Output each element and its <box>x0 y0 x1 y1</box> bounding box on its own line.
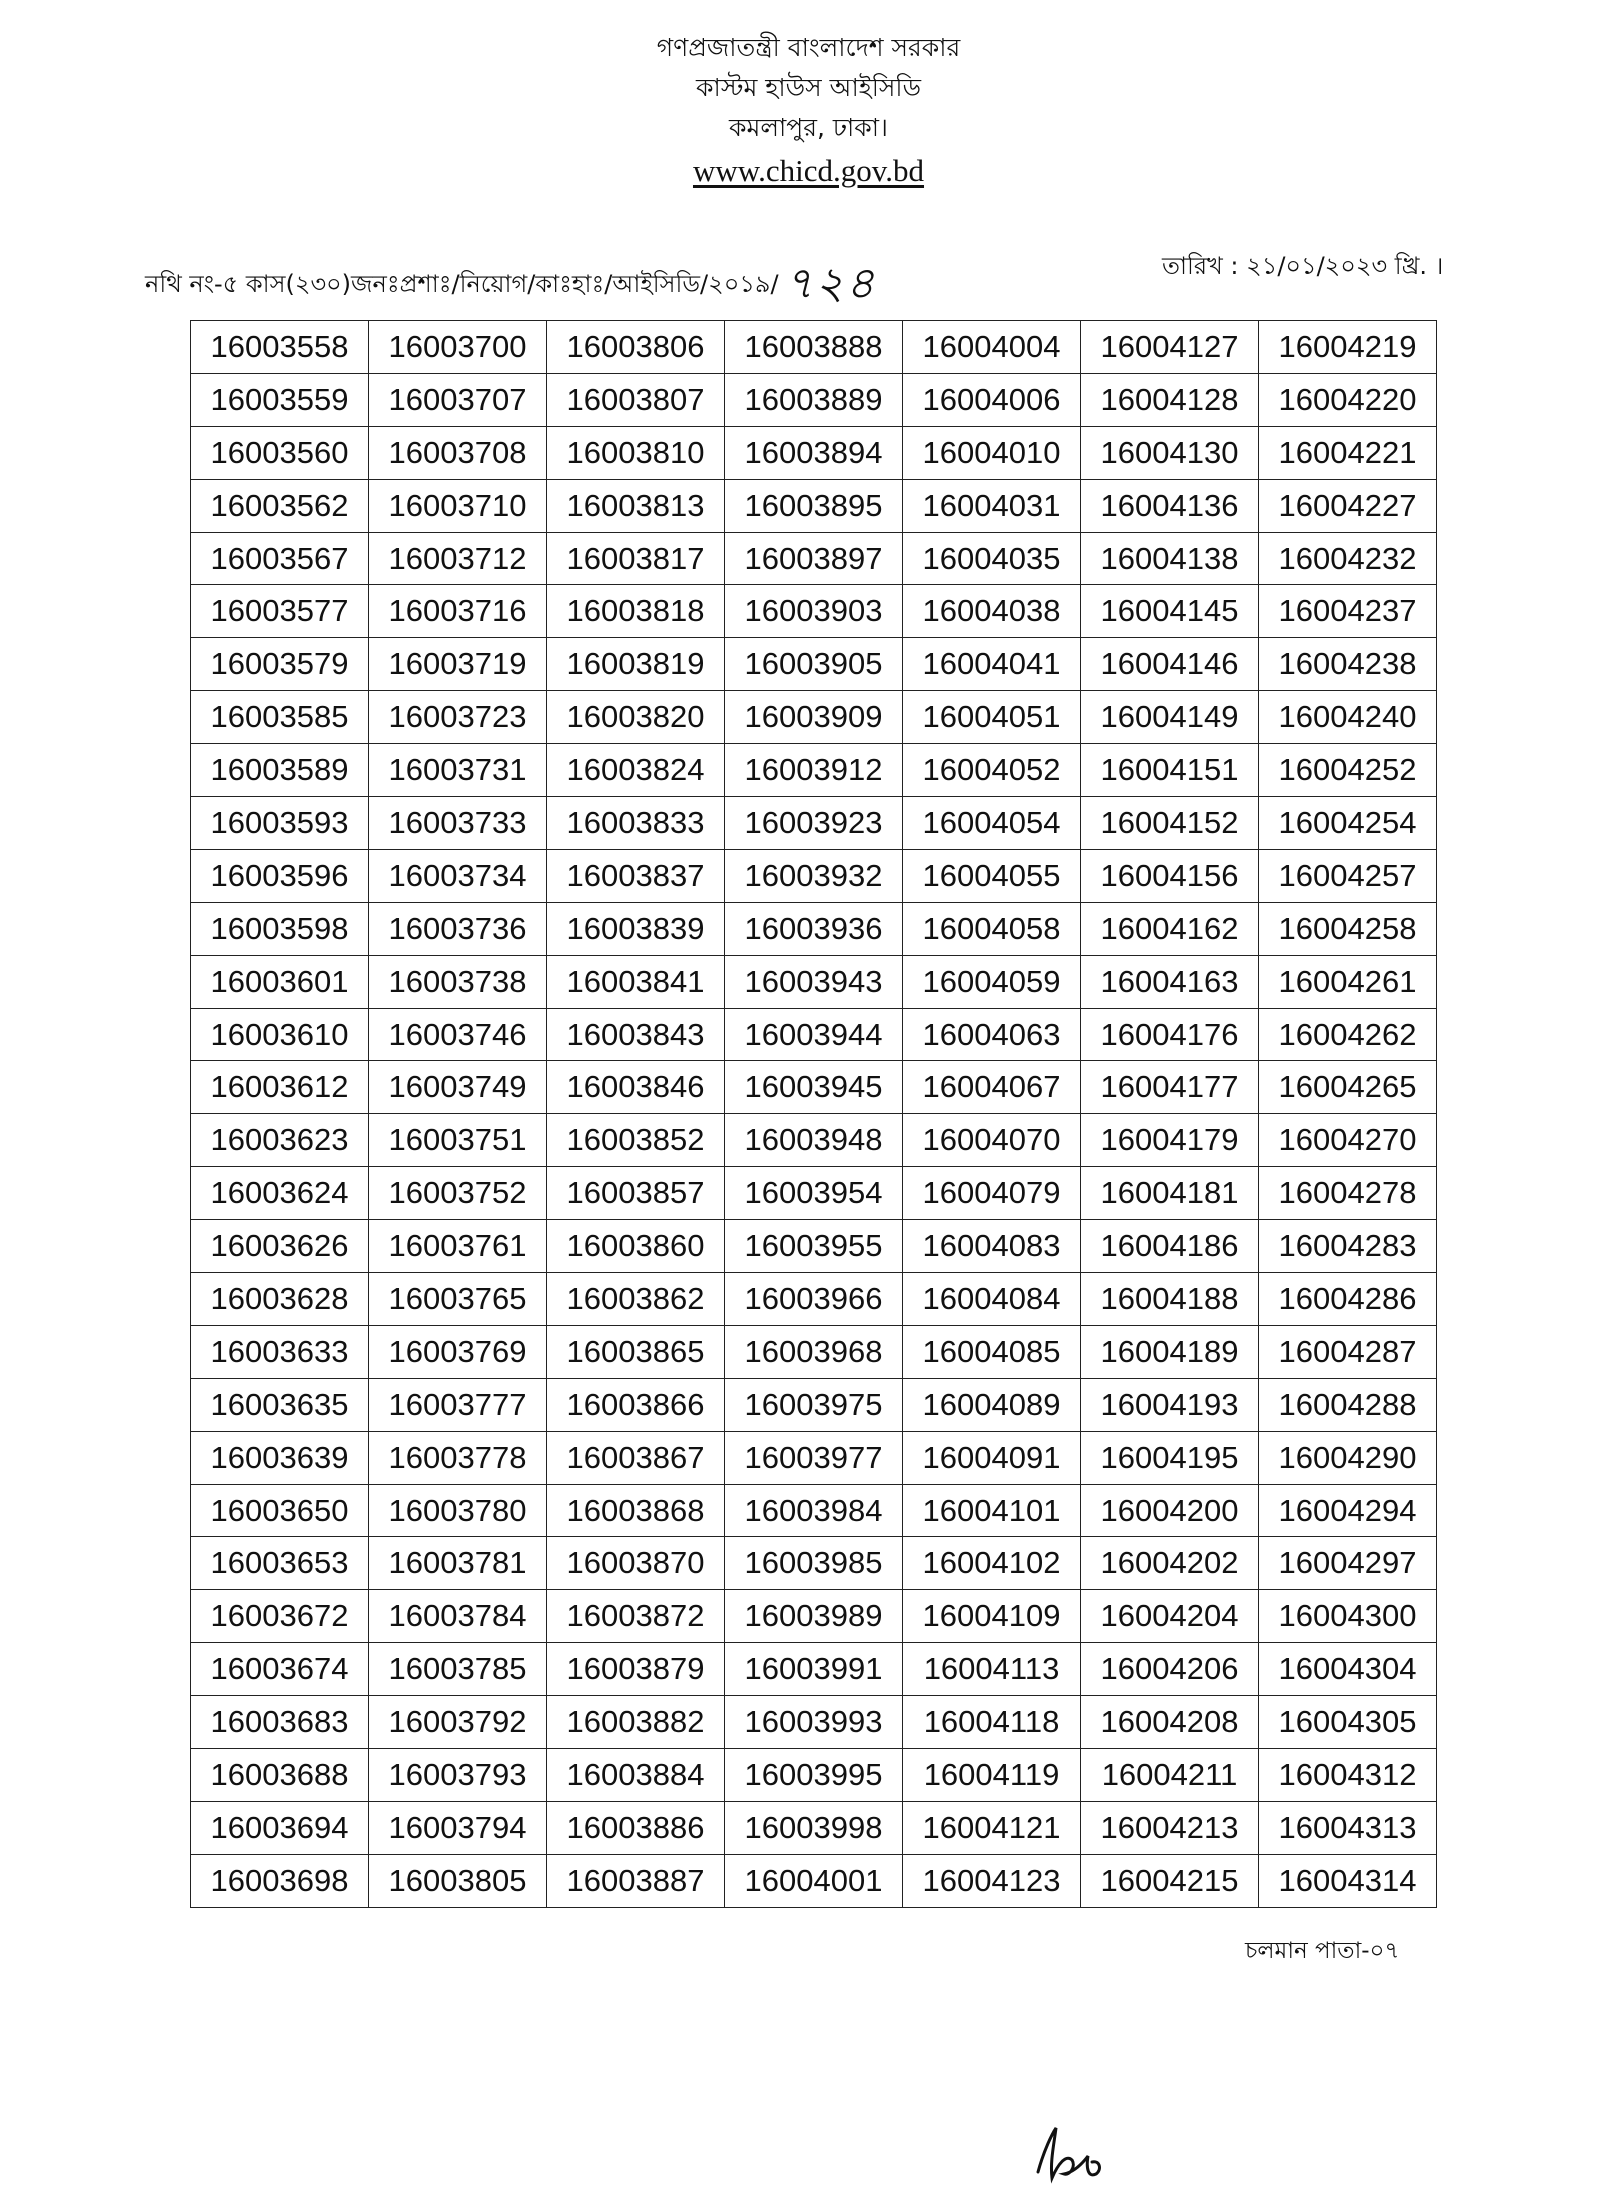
table-row <box>191 426 1437 479</box>
roll-number-cell: 16003733 <box>369 797 547 850</box>
table-row <box>191 1643 1437 1696</box>
roll-number-cell: 16004213 <box>1081 1801 1259 1854</box>
roll-number-cell: 16004101 <box>903 1484 1081 1537</box>
roll-number-cell: 16004312 <box>1259 1749 1437 1802</box>
roll-number-cell: 16004052 <box>903 744 1081 797</box>
roll-number-cell: 16003567 <box>191 532 369 585</box>
roll-number-cell: 16004121 <box>903 1801 1081 1854</box>
roll-number-cell: 16004163 <box>1081 955 1259 1008</box>
roll-number-cell: 16003712 <box>369 532 547 585</box>
memo-handwritten-number: ৭২৪ <box>784 258 877 309</box>
roll-number-cell: 16004254 <box>1259 797 1437 850</box>
roll-number-cell: 16004265 <box>1259 1061 1437 1114</box>
roll-number-cell: 16003820 <box>547 691 725 744</box>
roll-number-cell: 16004145 <box>1081 585 1259 638</box>
roll-number-cell: 16003784 <box>369 1590 547 1643</box>
roll-number-cell: 16004084 <box>903 1273 1081 1326</box>
roll-number-cell: 16003598 <box>191 902 369 955</box>
roll-number-cell: 16003872 <box>547 1590 725 1643</box>
roll-number-cell: 16004258 <box>1259 902 1437 955</box>
roll-number-cell: 16003889 <box>725 373 903 426</box>
roll-number-cell: 16003585 <box>191 691 369 744</box>
table-row <box>191 638 1437 691</box>
roll-number-cell: 16003936 <box>725 902 903 955</box>
roll-number-cell: 16003897 <box>725 532 903 585</box>
roll-number-cell: 16004181 <box>1081 1167 1259 1220</box>
roll-number-cell: 16004156 <box>1081 849 1259 902</box>
table-row <box>191 479 1437 532</box>
roll-number-cell: 16003694 <box>191 1801 369 1854</box>
roll-number-cell: 16003944 <box>725 1008 903 1061</box>
roll-number-cell: 16003761 <box>369 1220 547 1273</box>
roll-number-cell: 16004278 <box>1259 1167 1437 1220</box>
roll-number-cell: 16004128 <box>1081 373 1259 426</box>
roll-number-cell: 16003975 <box>725 1378 903 1431</box>
roll-number-cell: 16003991 <box>725 1643 903 1696</box>
table-row <box>191 1696 1437 1749</box>
roll-number-cell: 16003909 <box>725 691 903 744</box>
roll-number-cell: 16003719 <box>369 638 547 691</box>
roll-number-cell: 16004261 <box>1259 955 1437 1008</box>
roll-number-cell: 16003623 <box>191 1114 369 1167</box>
roll-number-cell: 16003819 <box>547 638 725 691</box>
roll-number-cell: 16003751 <box>369 1114 547 1167</box>
roll-number-cell: 16003777 <box>369 1378 547 1431</box>
roll-number-cell: 16003734 <box>369 849 547 902</box>
roll-number-cell: 16003866 <box>547 1378 725 1431</box>
roll-number-cell: 16004314 <box>1259 1854 1437 1907</box>
roll-number-cell: 16003707 <box>369 373 547 426</box>
roll-number-table-body <box>191 321 1437 1908</box>
roll-number-cell: 16004109 <box>903 1590 1081 1643</box>
roll-number-cell: 16003887 <box>547 1854 725 1907</box>
table-row <box>191 585 1437 638</box>
roll-number-cell: 16003888 <box>725 321 903 374</box>
roll-number-cell: 16003650 <box>191 1484 369 1537</box>
table-row <box>191 321 1437 374</box>
roll-number-cell: 16004089 <box>903 1378 1081 1431</box>
roll-number-cell: 16004177 <box>1081 1061 1259 1114</box>
roll-number-cell: 16003865 <box>547 1325 725 1378</box>
roll-number-cell: 16003810 <box>547 426 725 479</box>
roll-number-cell: 16004305 <box>1259 1696 1437 1749</box>
roll-number-cell: 16003559 <box>191 373 369 426</box>
roll-number-cell: 16003723 <box>369 691 547 744</box>
memo-date: তারিখ : ২১/০১/২০২৩ খ্রি. । <box>1162 252 1444 280</box>
table-row <box>191 1167 1437 1220</box>
roll-number-cell: 16004189 <box>1081 1325 1259 1378</box>
table-row <box>191 1590 1437 1643</box>
roll-number-cell: 16003857 <box>547 1167 725 1220</box>
roll-number-table <box>190 320 1437 1908</box>
roll-number-cell: 16004054 <box>903 797 1081 850</box>
government-name: গণপ্রজাতন্ত্রী বাংলাদেশ সরকার <box>656 33 961 62</box>
continuation-note: চলমান পাতা-০৭ <box>1245 1938 1400 1964</box>
roll-number-cell: 16003626 <box>191 1220 369 1273</box>
roll-number-cell: 16003633 <box>191 1325 369 1378</box>
roll-number-cell: 16004001 <box>725 1854 903 1907</box>
roll-number-cell: 16003672 <box>191 1590 369 1643</box>
roll-number-cell: 16003736 <box>369 902 547 955</box>
roll-number-cell: 16003998 <box>725 1801 903 1854</box>
roll-number-cell: 16004067 <box>903 1061 1081 1114</box>
memo-reference-text: নথি নং-৫ কাস(২৩০)জনঃপ্রশাঃ/নিয়োগ/কাঃহাঃ/আইসিডি/২০১৯/ <box>145 270 779 298</box>
roll-number-cell: 16003710 <box>369 479 547 532</box>
roll-number-cell: 16003674 <box>191 1643 369 1696</box>
roll-number-cell: 16004083 <box>903 1220 1081 1273</box>
roll-number-cell: 16003862 <box>547 1273 725 1326</box>
roll-number-cell: 16003954 <box>725 1167 903 1220</box>
roll-number-cell: 16003905 <box>725 638 903 691</box>
roll-number-cell: 16004221 <box>1259 426 1437 479</box>
roll-number-cell: 16003806 <box>547 321 725 374</box>
roll-number-cell: 16003560 <box>191 426 369 479</box>
roll-number-cell: 16003894 <box>725 426 903 479</box>
table-row <box>191 1749 1437 1802</box>
table-row <box>191 1431 1437 1484</box>
roll-number-cell: 16003879 <box>547 1643 725 1696</box>
letterhead <box>0 28 1617 194</box>
roll-number-cell: 16003818 <box>547 585 725 638</box>
roll-number-cell: 16004215 <box>1081 1854 1259 1907</box>
table-row <box>191 373 1437 426</box>
table-row <box>191 1273 1437 1326</box>
roll-number-cell: 16003895 <box>725 479 903 532</box>
table-row <box>191 955 1437 1008</box>
roll-number-cell: 16004200 <box>1081 1484 1259 1537</box>
roll-number-cell: 16003813 <box>547 479 725 532</box>
roll-number-cell: 16003610 <box>191 1008 369 1061</box>
memo-reference <box>145 244 876 317</box>
roll-number-cell: 16003923 <box>725 797 903 850</box>
roll-number-cell: 16004058 <box>903 902 1081 955</box>
roll-number-cell: 16003601 <box>191 955 369 1008</box>
roll-number-cell: 16003700 <box>369 321 547 374</box>
roll-number-cell: 16003624 <box>191 1167 369 1220</box>
roll-number-cell: 16003977 <box>725 1431 903 1484</box>
table-row <box>191 902 1437 955</box>
roll-number-cell: 16003932 <box>725 849 903 902</box>
roll-number-cell: 16003749 <box>369 1061 547 1114</box>
roll-number-cell: 16004176 <box>1081 1008 1259 1061</box>
table-row <box>191 532 1437 585</box>
roll-number-cell: 16004286 <box>1259 1273 1437 1326</box>
roll-number-cell: 16003752 <box>369 1167 547 1220</box>
roll-number-cell: 16003708 <box>369 426 547 479</box>
roll-number-cell: 16003995 <box>725 1749 903 1802</box>
roll-number-cell: 16004031 <box>903 479 1081 532</box>
table-row <box>191 1220 1437 1273</box>
roll-number-cell: 16004270 <box>1259 1114 1437 1167</box>
roll-number-cell: 16004227 <box>1259 479 1437 532</box>
roll-number-cell: 16003945 <box>725 1061 903 1114</box>
roll-number-cell: 16003805 <box>369 1854 547 1907</box>
roll-number-cell: 16004290 <box>1259 1431 1437 1484</box>
table-row <box>191 1008 1437 1061</box>
table-row <box>191 849 1437 902</box>
table-row <box>191 1484 1437 1537</box>
roll-number-cell: 16003765 <box>369 1273 547 1326</box>
roll-number-cell: 16003778 <box>369 1431 547 1484</box>
roll-number-cell: 16004059 <box>903 955 1081 1008</box>
website-link[interactable]: www.chicd.gov.bd <box>692 153 925 188</box>
roll-number-cell: 16003785 <box>369 1643 547 1696</box>
table-row <box>191 1854 1437 1907</box>
table-row <box>191 1325 1437 1378</box>
roll-number-cell: 16003882 <box>547 1696 725 1749</box>
roll-number-cell: 16004294 <box>1259 1484 1437 1537</box>
roll-number-cell: 16004119 <box>903 1749 1081 1802</box>
roll-number-cell: 16003780 <box>369 1484 547 1537</box>
roll-number-cell: 16004004 <box>903 321 1081 374</box>
roll-number-cell: 16004070 <box>903 1114 1081 1167</box>
table-row <box>191 1537 1437 1590</box>
roll-number-cell: 16004304 <box>1259 1643 1437 1696</box>
roll-number-cell: 16003867 <box>547 1431 725 1484</box>
office-location: কমলাপুর, ঢাকা। <box>729 113 888 142</box>
roll-number-cell: 16004102 <box>903 1537 1081 1590</box>
signature-mark <box>1030 2120 1120 2190</box>
roll-number-cell: 16004232 <box>1259 532 1437 585</box>
roll-number-cell: 16004287 <box>1259 1325 1437 1378</box>
roll-number-cell: 16004257 <box>1259 849 1437 902</box>
roll-number-cell: 16004079 <box>903 1167 1081 1220</box>
roll-number-cell: 16003860 <box>547 1220 725 1273</box>
roll-number-cell: 16003589 <box>191 744 369 797</box>
roll-number-cell: 16003886 <box>547 1801 725 1854</box>
roll-number-cell: 16004151 <box>1081 744 1259 797</box>
roll-number-cell: 16004162 <box>1081 902 1259 955</box>
roll-number-cell: 16004186 <box>1081 1220 1259 1273</box>
table-row <box>191 744 1437 797</box>
roll-number-cell: 16004313 <box>1259 1801 1437 1854</box>
roll-number-cell: 16003985 <box>725 1537 903 1590</box>
roll-number-cell: 16004238 <box>1259 638 1437 691</box>
roll-number-cell: 16004146 <box>1081 638 1259 691</box>
roll-number-cell: 16003852 <box>547 1114 725 1167</box>
roll-number-cell: 16004152 <box>1081 797 1259 850</box>
roll-number-cell: 16003793 <box>369 1749 547 1802</box>
roll-number-cell: 16003577 <box>191 585 369 638</box>
roll-number-cell: 16004055 <box>903 849 1081 902</box>
roll-number-cell: 16004118 <box>903 1696 1081 1749</box>
roll-number-cell: 16003807 <box>547 373 725 426</box>
roll-number-cell: 16004127 <box>1081 321 1259 374</box>
roll-number-cell: 16004188 <box>1081 1273 1259 1326</box>
roll-number-cell: 16003635 <box>191 1378 369 1431</box>
roll-number-cell: 16003968 <box>725 1325 903 1378</box>
roll-number-cell: 16003688 <box>191 1749 369 1802</box>
roll-number-cell: 16003628 <box>191 1273 369 1326</box>
roll-number-cell: 16003912 <box>725 744 903 797</box>
roll-number-cell: 16003843 <box>547 1008 725 1061</box>
roll-number-cell: 16003698 <box>191 1854 369 1907</box>
table-row <box>191 1061 1437 1114</box>
roll-number-cell: 16003824 <box>547 744 725 797</box>
table-row <box>191 797 1437 850</box>
roll-number-cell: 16003884 <box>547 1749 725 1802</box>
roll-number-cell: 16003579 <box>191 638 369 691</box>
roll-number-cell: 16003596 <box>191 849 369 902</box>
roll-number-cell: 16004091 <box>903 1431 1081 1484</box>
roll-number-cell: 16004252 <box>1259 744 1437 797</box>
roll-number-cell: 16004237 <box>1259 585 1437 638</box>
roll-number-cell: 16003903 <box>725 585 903 638</box>
roll-number-cell: 16003833 <box>547 797 725 850</box>
roll-number-cell: 16004085 <box>903 1325 1081 1378</box>
office-name: কাস্টম হাউস আইসিডি <box>696 73 921 102</box>
roll-number-cell: 16003716 <box>369 585 547 638</box>
roll-number-cell: 16003792 <box>369 1696 547 1749</box>
roll-number-cell: 16004063 <box>903 1008 1081 1061</box>
roll-number-cell: 16003837 <box>547 849 725 902</box>
roll-number-cell: 16004283 <box>1259 1220 1437 1273</box>
table-row <box>191 1801 1437 1854</box>
roll-number-cell: 16003593 <box>191 797 369 850</box>
roll-number-cell: 16004038 <box>903 585 1081 638</box>
roll-number-cell: 16003846 <box>547 1061 725 1114</box>
roll-number-cell: 16004206 <box>1081 1643 1259 1696</box>
roll-number-cell: 16004219 <box>1259 321 1437 374</box>
roll-number-cell: 16004136 <box>1081 479 1259 532</box>
roll-number-cell: 16004123 <box>903 1854 1081 1907</box>
roll-number-cell: 16004041 <box>903 638 1081 691</box>
roll-number-cell: 16003955 <box>725 1220 903 1273</box>
roll-number-cell: 16004179 <box>1081 1114 1259 1167</box>
roll-number-cell: 16004300 <box>1259 1590 1437 1643</box>
roll-number-cell: 16004204 <box>1081 1590 1259 1643</box>
roll-number-cell: 16003612 <box>191 1061 369 1114</box>
roll-number-cell: 16003841 <box>547 955 725 1008</box>
roll-number-cell: 16003868 <box>547 1484 725 1537</box>
roll-number-cell: 16004138 <box>1081 532 1259 585</box>
roll-number-cell: 16003683 <box>191 1696 369 1749</box>
roll-number-cell: 16003966 <box>725 1273 903 1326</box>
roll-number-cell: 16003738 <box>369 955 547 1008</box>
roll-number-cell: 16004297 <box>1259 1537 1437 1590</box>
roll-number-cell: 16004208 <box>1081 1696 1259 1749</box>
roll-number-cell: 16004010 <box>903 426 1081 479</box>
roll-number-cell: 16003562 <box>191 479 369 532</box>
roll-number-cell: 16003731 <box>369 744 547 797</box>
roll-number-cell: 16004262 <box>1259 1008 1437 1061</box>
table-row <box>191 1114 1437 1167</box>
roll-number-cell: 16003984 <box>725 1484 903 1537</box>
roll-number-cell: 16003948 <box>725 1114 903 1167</box>
table-row <box>191 691 1437 744</box>
roll-number-cell: 16003989 <box>725 1590 903 1643</box>
roll-number-cell: 16004193 <box>1081 1378 1259 1431</box>
roll-number-cell: 16003769 <box>369 1325 547 1378</box>
roll-number-cell: 16004035 <box>903 532 1081 585</box>
roll-number-cell: 16004240 <box>1259 691 1437 744</box>
roll-number-cell: 16003943 <box>725 955 903 1008</box>
roll-number-cell: 16004202 <box>1081 1537 1259 1590</box>
roll-number-cell: 16004006 <box>903 373 1081 426</box>
roll-number-cell: 16003781 <box>369 1537 547 1590</box>
roll-number-cell: 16003839 <box>547 902 725 955</box>
roll-number-cell: 16003817 <box>547 532 725 585</box>
roll-number-cell: 16003639 <box>191 1431 369 1484</box>
roll-number-cell: 16004211 <box>1081 1749 1259 1802</box>
roll-number-cell: 16003746 <box>369 1008 547 1061</box>
roll-number-cell: 16003794 <box>369 1801 547 1854</box>
roll-number-cell: 16003558 <box>191 321 369 374</box>
table-row <box>191 1378 1437 1431</box>
roll-number-cell: 16003870 <box>547 1537 725 1590</box>
roll-number-cell: 16004288 <box>1259 1378 1437 1431</box>
roll-number-cell: 16003993 <box>725 1696 903 1749</box>
roll-number-cell: 16003653 <box>191 1537 369 1590</box>
roll-number-cell: 16004130 <box>1081 426 1259 479</box>
roll-number-cell: 16004220 <box>1259 373 1437 426</box>
roll-number-cell: 16004113 <box>903 1643 1081 1696</box>
roll-number-cell: 16004149 <box>1081 691 1259 744</box>
roll-number-cell: 16004195 <box>1081 1431 1259 1484</box>
roll-number-cell: 16004051 <box>903 691 1081 744</box>
